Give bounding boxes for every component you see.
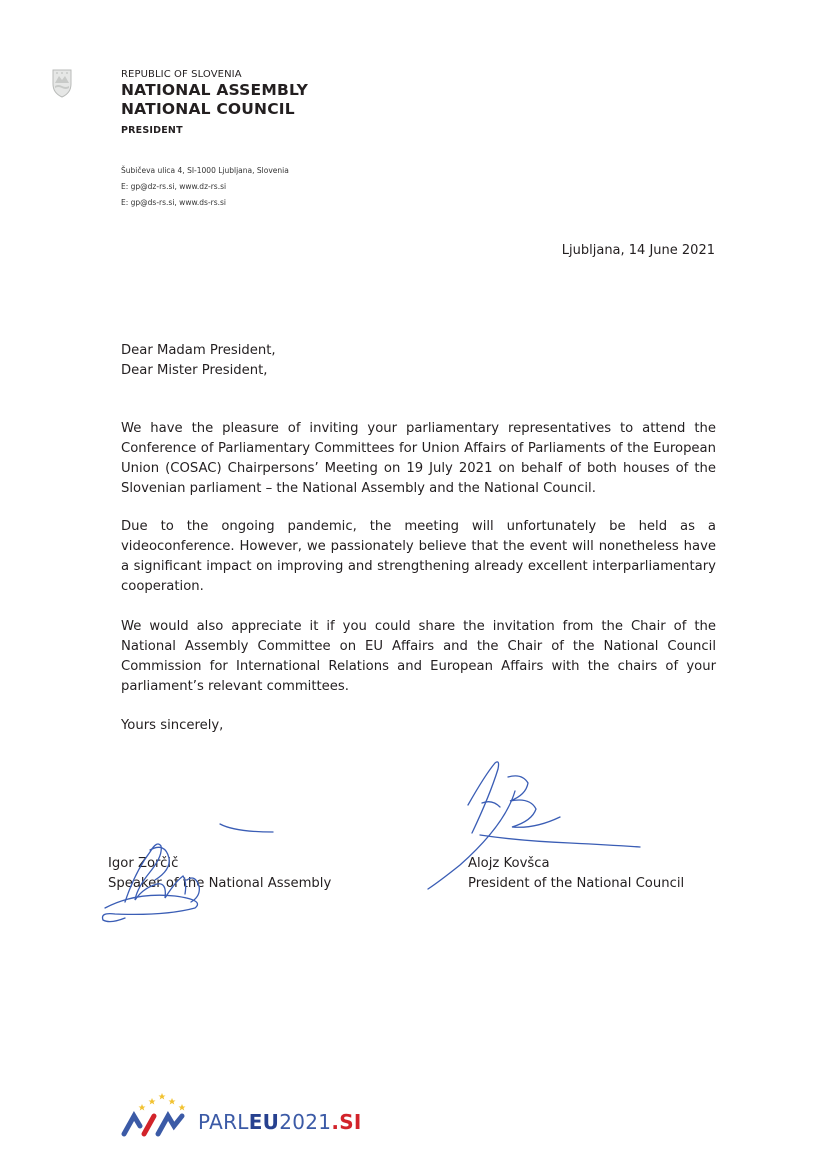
signer-title: Speaker of the National Assembly xyxy=(108,876,332,891)
letter-date: Ljubljana, 14 June 2021 xyxy=(561,243,715,258)
salutation xyxy=(121,341,716,381)
contact-assembly: E: gp@dz-rs.si, www.dz-rs.si xyxy=(121,182,227,191)
national-assembly-label: NATIONAL ASSEMBLY xyxy=(121,81,309,99)
logo-parl: PARL xyxy=(198,1110,249,1134)
parleu-logo xyxy=(118,1090,362,1138)
signer-name: Igor Zorčič xyxy=(108,856,179,871)
letterhead xyxy=(121,68,308,137)
signature-right-icon xyxy=(420,755,650,895)
closing: Yours sincerely, xyxy=(121,718,224,733)
street-address: Šubičeva ulica 4, SI-1000 Ljubljana, Slovenia xyxy=(121,166,289,175)
logo-wordmark xyxy=(198,1110,362,1134)
national-council-label: NATIONAL COUNCIL xyxy=(121,100,295,118)
signature-left-icon xyxy=(95,812,285,932)
logo-eu: EU xyxy=(248,1110,280,1134)
salutation-line: Dear Madam President, xyxy=(121,343,276,358)
signer-title: President of the National Council xyxy=(468,876,685,891)
coat-of-arms-icon xyxy=(51,66,73,98)
signer-name: Alojz Kovšca xyxy=(468,856,550,871)
president-label: PRESIDENT xyxy=(121,125,183,136)
paragraph-invitation: We have the pleasure of inviting your parliamentary representatives to attend the Conference of Parliamentary Committees for Union Affairs of Parliaments of the European Union (COSAC) Chairpersons’ Meeting on 19 July 2021 on behalf of both houses of the Slovenian parliament – the National Assembly and the National Council. xyxy=(121,421,716,496)
address-block xyxy=(121,163,289,211)
republic-label: REPUBLIC OF SLOVENIA xyxy=(121,69,242,80)
paragraph-share-request: We would also appreciate it if you could share the invitation from the Chair of the National Assembly Committee on EU Affairs and the Chair of the National Council Commission for International Relations and European Affairs with the chairs of your parliament’s relevant committees. xyxy=(121,619,716,694)
logo-si: .SI xyxy=(331,1110,362,1134)
paragraph-pandemic: Due to the ongoing pandemic, the meeting will unfortunately be held as a videoconference. However, we passionately believe that the event will nonetheless have a significant impact on improving and strengthening already excellent interparliamentary cooperation. xyxy=(121,519,716,594)
contact-council: E: gp@ds-rs.si, www.ds-rs.si xyxy=(121,198,227,207)
logo-year: 2021 xyxy=(279,1110,332,1134)
salutation-line: Dear Mister President, xyxy=(121,363,268,378)
parleu2021-logo-icon xyxy=(118,1090,202,1138)
